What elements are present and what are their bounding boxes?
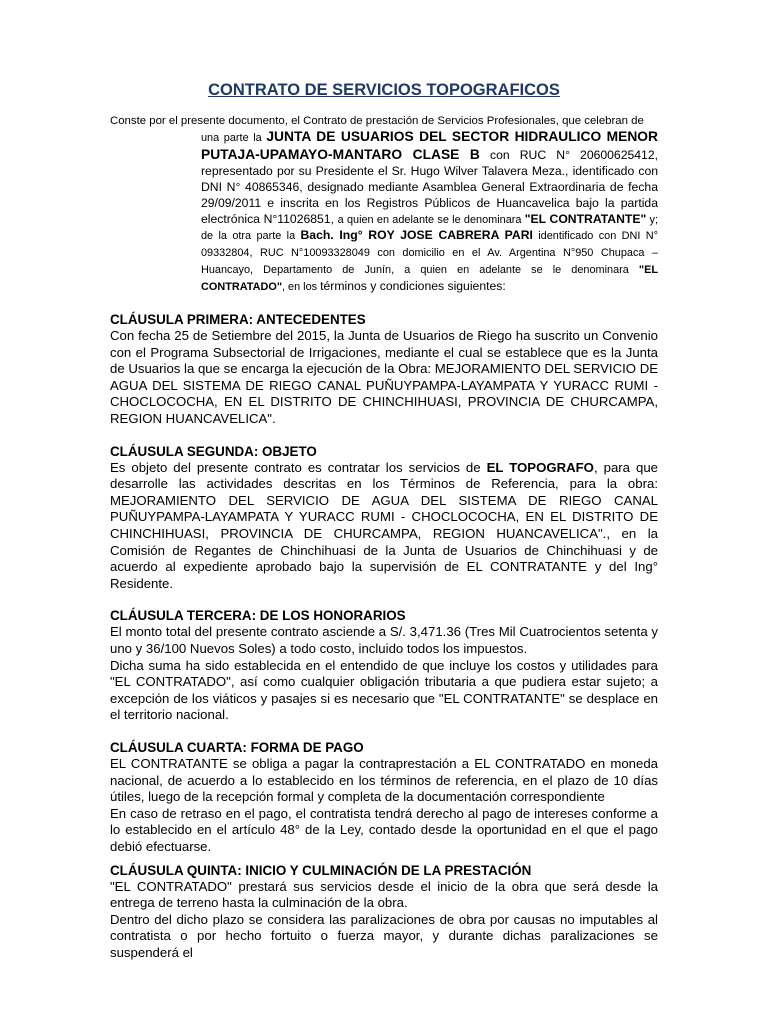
intro-otra-parte: y; de la otra parte la	[201, 213, 658, 243]
clause-paragraph: El monto total del presente contrato asciende a S/. 3,471.36 (Tres Mil Cuatrocientos setenta y uno y 36/100 Nuevos Soles) a todo costo, incluido todos los impuestos.	[110, 624, 658, 656]
clause-primera	[110, 311, 658, 428]
clause-paragraph: "EL CONTRATADO" prestará sus servicios desde el inicio de la obra que será desde la entrega de terreno hasta la culminación de la obra.	[110, 878, 658, 911]
clause-paragraph	[110, 460, 658, 593]
clause-text: Es objeto del presente contrato es contratar los servicios de	[110, 459, 487, 475]
intro-identificado: identificado con DNI N° 09332804, RUC N°10093328049 con domicilio en el Av. Argentina N°950 Chupaca – Huancayo, Departamento de Junín, a quien en adelante se le denominara	[201, 230, 658, 277]
intro-ing-name: Bach. Ing° ROY JOSE CABRERA PARI	[300, 228, 533, 243]
clause-heading: CLÁUSULA QUINTA: INICIO Y CULMINACIÓN DE LA PRESTACIÓN	[110, 862, 532, 878]
document-title: CONTRATO DE SERVICIOS TOPOGRAFICOS	[208, 81, 560, 99]
clause-tercera	[110, 607, 658, 724]
intro-ruc-text: con RUC N° 20600625412, representado por su Presidente el Sr. Hugo Wilver Talavera Meza., identificado con DNI N° 40865346, designado mediante Asamblea General Extraordinaria de fecha 29/09/2011 e inscrita en los Registros Públicos de Huancavelica bajo la partida electrónica N°11026851,	[201, 147, 658, 226]
clause-paragraph: Dicha suma ha sido establecida en el entendido de que incluye los costos y utilidades para "EL CONTRATADO", así como cualquier obligación tributaria a que pudiera estar sujeto; a excepción de los viáticos y pasajes si es necesario que "EL CONTRATANTE" se desplace en el territorio nacional.	[110, 657, 658, 723]
clause-heading: CLÁUSULA SEGUNDA: OBJETO	[110, 443, 317, 459]
intro-una-parte: una parte la	[201, 132, 267, 144]
intro-entity-name: JUNTA DE USUARIOS DEL SECTOR HIDRAULICO MENOR PUTAJA-UPAMAYO-MANTARO CLASE B	[201, 129, 658, 162]
intro-contratante: "EL CONTRATANTE"	[524, 211, 647, 226]
clause-segunda	[110, 443, 658, 593]
intro-paragraph	[201, 129, 658, 296]
clause-paragraph: En caso de retraso en el pago, el contratista tendrá derecho al pago de intereses conforme a lo establecido en el artículo 48° de la Ley, contado desde la oportunidad en el que el pago debió efectuarse.	[110, 805, 658, 854]
clause-heading: CLÁUSULA CUARTA: FORMA DE PAGO	[110, 739, 364, 755]
intro-en-los: , en los	[281, 281, 321, 294]
clause-heading: CLÁUSULA TERCERA: DE LOS HONORARIOS	[110, 608, 406, 624]
clause-paragraph: Dentro del dicho plazo se considera las paralizaciones de obra por causas no imputables al contratista o por hecho fortuito o fuerza mayor, y durante dichas paralizaciones se suspenderá el	[110, 911, 658, 960]
clause-heading: CLÁUSULA PRIMERA: ANTECEDENTES	[110, 312, 366, 328]
clause-text: , para que desarrolle las actividades descritas en los Términos de Referencia, para la obra: MEJORAMIENTO DEL SERVICIO DE AGUA DEL SISTEMA DE RIEGO CANAL PUÑUYPAMPA-LAYAMPATA Y YURACC RUMI - CHOCLOCOCHA, EN EL DISTRITO DE CHINCHIHUASI, PROVINCIA DE CHURCAMPA, REGION HUANCAVELICA"., en la Comisión de Regantes de Chinchihuasi de la Junta de Usuarios de Chinchihuasi y de acuerdo al expediente aprobado bajo la supervisión de EL CONTRATANTE y del Ing° Residente.	[110, 459, 658, 591]
intro-denominara-1: a quien en adelante se le denominara	[337, 213, 525, 226]
clause-quinta	[110, 862, 658, 962]
intro-first-line: Conste por el presente documento, el Contrato de prestación de Servicios Profesionales, que celebran de	[110, 115, 644, 127]
clause-paragraph: Con fecha 25 de Setiembre del 2015, la Junta de Usuarios de Riego ha suscrito un Convenio con el Programa Subsectorial de Irrigaciones, mediante el cual se establece que es la Junta de Usuarios la que se encarga la ejecución de la Obra: MEJORAMIENTO DEL SERVICIO DE AGUA DEL SISTEMA DE RIEGO CANAL PUÑUYPAMPA-LAYAMPATA Y YURACC RUMI - CHOCLOCOCHA, EN EL DISTRITO DE CHINCHIHUASI, PROVINCIA DE CHURCAMPA, REGION HUANCAVELICA".	[110, 328, 659, 427]
intro-contratado: "EL CONTRATADO"	[201, 264, 658, 294]
intro-terminos: términos y condiciones siguientes:	[320, 279, 506, 294]
clause-paragraph: EL CONTRATANTE se obliga a pagar la contraprestación a EL CONTRATADO en moneda nacional, de acuerdo a lo establecido en los términos de referencia, en el plazo de 10 días útiles, luego de la recepción formal y completa de la documentación correspondiente	[110, 755, 658, 805]
clause-cuarta	[110, 739, 658, 856]
topografo-label: EL TOPOGRAFO	[486, 459, 594, 475]
